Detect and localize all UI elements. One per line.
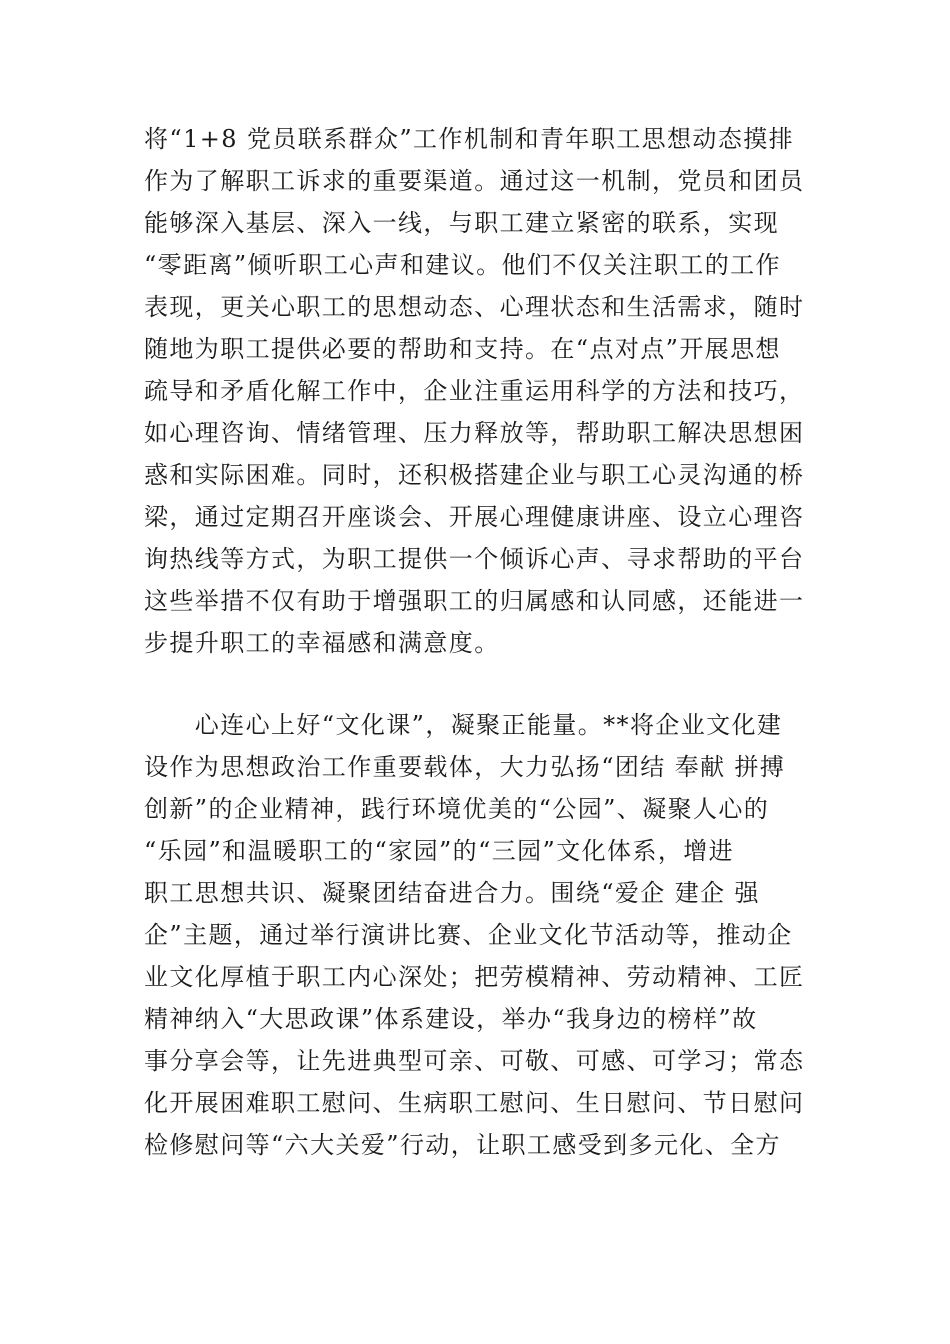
paragraph-line: 业文化厚植于职工内心深处；把劳模精神、劳动精神、工匠: [144, 963, 805, 991]
paragraph-line: 创新”的企业精神，践行环境优美的“公园”、凝聚人心的: [144, 795, 770, 823]
paragraph-line: 如心理咨询、情绪管理、压力释放等，帮助职工解决思想困: [144, 419, 805, 447]
paragraph-line: 事分享会等，让先进典型可亲、可敬、可感、可学习；常态: [144, 1047, 805, 1075]
paragraph-1: [144, 118, 816, 664]
paragraph-line: 精神纳入“大思政课”体系建设，举办“我身边的榜样”故: [144, 1005, 758, 1033]
paragraph-line: 惑和实际困难。同时，还积极搭建企业与职工心灵沟通的桥: [144, 461, 805, 489]
paragraph-line: 化开展困难职工慰问、生病职工慰问、生日慰问、节日慰问: [144, 1089, 805, 1117]
paragraph-line: 将“1+8 党员联系群众”工作机制和青年职工思想动态摸排: [144, 125, 795, 153]
paragraph-line: 心连心上好“文化课”，凝聚正能量。**将企业文化建: [144, 711, 783, 739]
paragraph-line: 能够深入基层、深入一线，与职工建立紧密的联系，实现: [144, 209, 779, 237]
paragraph-line: “零距离”倾听职工心声和建议。他们不仅关注职工的工作: [144, 251, 781, 279]
paragraph-line: 表现，更关心职工的思想动态、心理状态和生活需求，随时: [144, 293, 805, 321]
paragraph-2: [144, 704, 816, 1166]
paragraph-line: 检修慰问等“六大关爱”行动，让职工感受到多元化、全方: [144, 1131, 781, 1159]
paragraph-line: “乐园”和温暖职工的“家园”的“三园”文化体系，增进: [144, 837, 735, 865]
paragraph-line: 设作为思想政治工作重要载体，大力弘扬“团结 奉献 拼搏: [144, 753, 786, 781]
paragraph-line: 作为了解职工诉求的重要渠道。通过这一机制，党员和团员: [144, 167, 805, 195]
paragraph-line: 随地为职工提供必要的帮助和支持。在“点对点”开展思想: [144, 335, 781, 363]
paragraph-line: 疏导和矛盾化解工作中，企业注重运用科学的方法和技巧，: [144, 377, 805, 405]
paragraph-line: 询热线等方式，为职工提供一个倾诉心声、寻求帮助的平台: [144, 545, 805, 573]
paragraph-line: 梁，通过定期召开座谈会、开展心理健康讲座、设立心理咨: [144, 503, 805, 531]
paragraph-line: 这些举措不仅有助于增强职工的归属感和认同感，还能进一: [144, 587, 805, 615]
paragraph-line: 职工思想共识、凝聚团结奋进合力。围绕“爱企 建企 强: [144, 879, 760, 907]
paragraph-line: 步提升职工的幸福感和满意度。: [144, 629, 500, 657]
paragraph-line: 企”主题，通过举行演讲比赛、企业文化节活动等，推动企: [144, 921, 793, 949]
